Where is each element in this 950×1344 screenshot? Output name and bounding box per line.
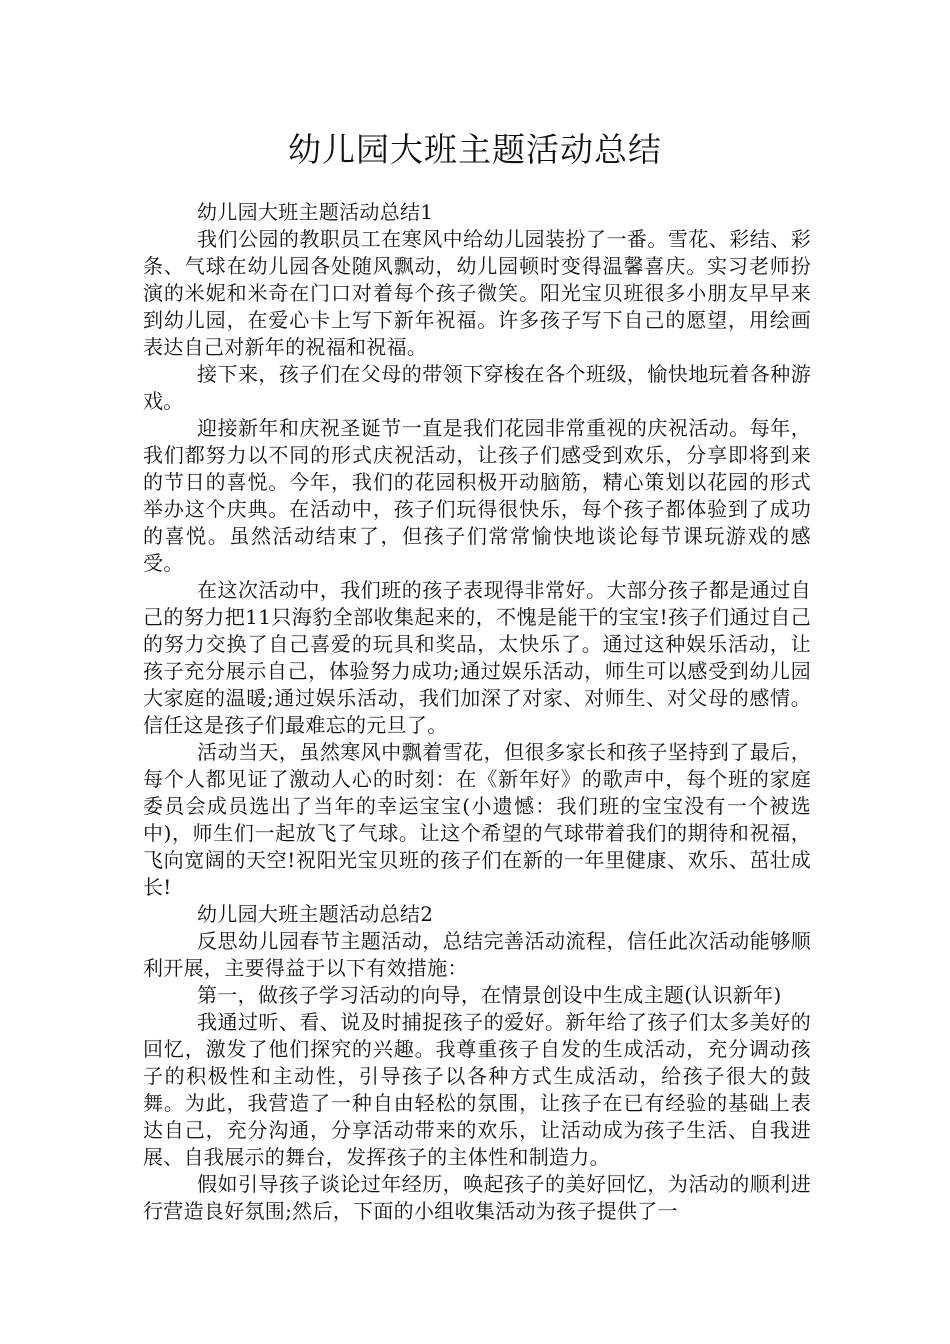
paragraph: 我通过听、看、说及时捕捉孩子的爱好。新年给了孩子们太多美好的回忆，激发了他们探究的兴趣。我尊重孩子自发的生成活动，充分调动孩子的积极性和主动性，引导孩子以各种方式生成活动，给孩子很大的鼓舞。为此，我营造了一种自由轻松的氛围，让孩子在已有经验的基础上表达自己，充分沟通，分享活动带来的欢乐，让活动成为孩子生活、自我进展、自我展示的舞台，发挥孩子的主体性和制造力。 [143,1010,811,1169]
document-title: 幼儿园大班主题活动总结 [288,130,662,169]
section-heading-1: 幼儿园大班主题活动总结1 [197,200,434,224]
document-body [143,199,811,1225]
paragraph: 接下来，孩子们在父母的带领下穿梭在各个班级，愉快地玩着各种游戏。 [143,362,811,413]
section-heading-2: 幼儿园大班主题活动总结2 [197,902,434,926]
paragraph: 在这次活动中，我们班的孩子表现得非常好。大部分孩子都是通过自己的努力把11只海豹全部收集起来的，不愧是能干的宝宝!孩子们通过自己的努力交换了自己喜爱的玩具和奖品，太快乐了。通过这种娱乐活动，让孩子充分展示自己，体验努力成功;通过娱乐活动，师生可以感受到幼儿园大家庭的温暖;通过娱乐活动，我们加深了对家、对师生、对父母的感情。信任这是孩子们最难忘的元旦了。 [143,578,811,737]
paragraph: 反思幼儿园春节主题活动，总结完善活动流程，信任此次活动能够顺利开展，主要得益于以下有效措施： [143,929,811,980]
paragraph: 我们公园的教职员工在寒风中给幼儿园装扮了一番。雪花、彩结、彩条、气球在幼儿园各处随风飘动，幼儿园顿时变得温馨喜庆。实习老师扮演的米妮和米奇在门口对着每个孩子微笑。阳光宝贝班很多小朋友早早来到幼儿园，在爱心卡上写下新年祝福。许多孩子写下自己的愿望，用绘画表达自己对新年的祝福和祝福。 [143,227,811,359]
paragraph: 活动当天，虽然寒风中飘着雪花，但很多家长和孩子坚持到了最后，每个人都见证了激动人心的时刻：在《新年好》的歌声中，每个班的家庭委员会成员选出了当年的幸运宝宝(小遗憾：我们班的宝宝没有一个被选中)，师生们一起放飞了气球。让这个希望的气球带着我们的期待和祝福，飞向宽阔的天空!祝阳光宝贝班的孩子们在新的一年里健康、欢乐、茁壮成长! [143,740,811,899]
paragraph: 假如引导孩子谈论过年经历，唤起孩子的美好回忆，为活动的顺利进行营造良好氛围;然后，下面的小组收集活动为孩子提供了一 [143,1172,811,1223]
paragraph: 第一，做孩子学习活动的向导，在情景创设中生成主题(认识新年) [197,983,782,1007]
paragraph: 迎接新年和庆祝圣诞节一直是我们花园非常重视的庆祝活动。每年，我们都努力以不同的形式庆祝活动，让孩子们感受到欢乐，分享即将到来的节日的喜悦。今年，我们的花园积极开动脑筋，精心策划以花园的形式举办这个庆典。在活动中，孩子们玩得很快乐，每个孩子都体验到了成功的喜悦。虽然活动结束了，但孩子们常常愉快地谈论每节课玩游戏的感受。 [143,416,811,575]
